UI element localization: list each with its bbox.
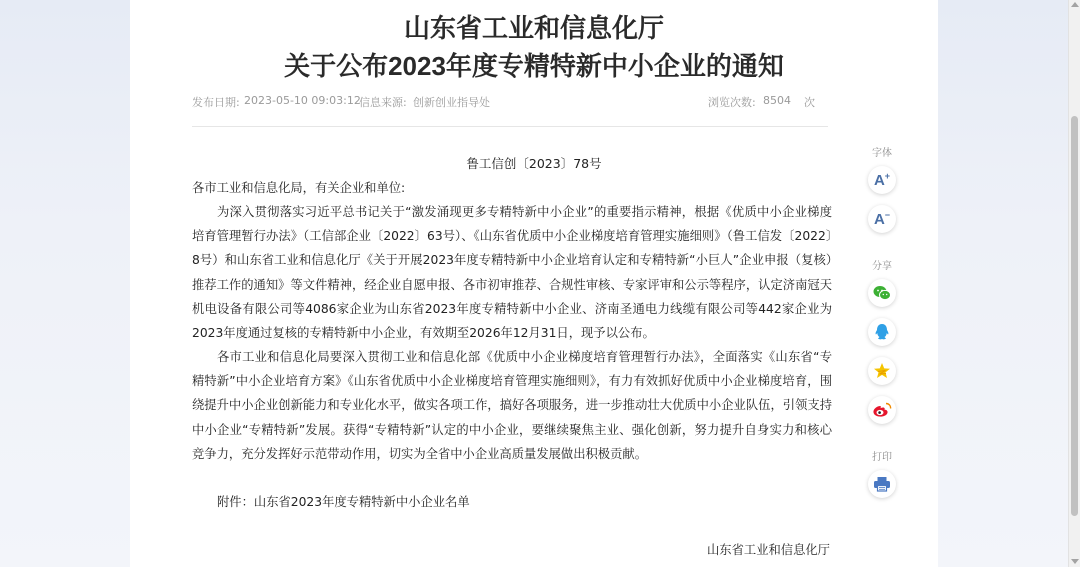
article-title-line1: 山东省工业和信息化厅 [403,13,664,43]
scroll-down-arrow-icon[interactable] [1071,559,1079,564]
body-paragraph-2: 各市工业和信息化局要深入贯彻工业和信息化部《优质中小企业梯度培育管理暂行办法》，全面落实《山东省“专精特新”中小企业培育方案》《山东省优质中小企业梯度培育管理实施细则》，有力有效抓好优质中小企业梯度培育，围绕提升中小企业创新能力和专业化水平，做实各项工作，搞好各项服务，进一步推动壮大优质中小企业队伍，引领支持中小企业“专精特新”发展。获得“专精特新”认定的中小企业，要继续聚焦主业、强化创新，努力提升自身实力和核心竞争力，充分发挥好示范带动作用，切实为全省中小企业高质量发展做出积极贡献。 [192,350,832,461]
source-label: 信息来源: [359,96,407,109]
attachment-link[interactable]: 附件：山东省2023年度专精特新中小企业名单 [217,495,470,509]
printer-icon [873,476,891,492]
body-paragraph-1: 为深入贯彻落实习近平总书记关于“激发涌现更多专精特新中小企业”的重要指示精神，根据《优质中小企业梯度培育管理暂行办法》（工信部企业〔2022〕63号）、《山东省优质中小企业梯度培育管理实施细则》（鲁工信发〔2022〕8号）和山东省工业和信息化厅《关于开展2023年度专精特新中小企业培育认定和专精特新“小巨人”企业申报（复核）推荐工作的通知》等文件精神，经企业自愿申报、各市初审推荐、合规性审核、专家评审和公示等程序，认定济南冠天机电设备有限公司等4086家企业为山东省2023年度专精特新中小企业、济南圣通电力线缆有限公司等442家企业为2023年度通过复核的专精特新中小企业，有效期至2026年12月31日，现予以公布。 [192,205,832,341]
wechat-icon [873,285,891,301]
scroll-up-arrow-icon[interactable] [1071,2,1079,7]
addressee: 各市工业和信息化局，有关企业和单位: [192,181,406,195]
vertical-scrollbar[interactable] [1068,0,1080,567]
issuer-signature: 山东省工业和信息化厅 [707,543,830,557]
article-container [130,0,938,567]
meta-divider [192,126,828,127]
decrease-font-button[interactable] [868,205,896,233]
publish-date: 2023-05-10 09:03:12 [244,94,361,107]
right-background [938,0,1068,567]
scrollbar-thumb[interactable] [1071,116,1078,516]
font-size-label: 字体 [872,148,892,159]
source-value: 创新创业指导处 [413,96,490,109]
print-button[interactable] [868,470,896,498]
views-unit: 次 [804,96,815,109]
weibo-icon [872,402,892,418]
increase-font-button[interactable] [868,166,896,194]
publish-date-label: 发布日期: [192,96,240,109]
article-title-line2: 关于公布2023年度专精特新中小企业的通知 [284,51,784,81]
font-decrease-icon: A− [873,210,891,228]
share-qq-button[interactable] [868,318,896,346]
qq-icon [874,323,890,341]
print-label: 打印 [872,452,892,463]
share-qzone-button[interactable] [868,357,896,385]
share-label: 分享 [872,261,892,272]
font-increase-icon: A+ [873,171,891,189]
qzone-star-icon [873,362,891,380]
share-wechat-button[interactable] [868,279,896,307]
views-count: 8504 [763,94,791,107]
share-weibo-button[interactable] [868,396,896,424]
document-number: 鲁工信创〔2023〕78号 [466,156,602,171]
left-background [0,0,130,567]
views-label: 浏览次数: [708,96,756,109]
